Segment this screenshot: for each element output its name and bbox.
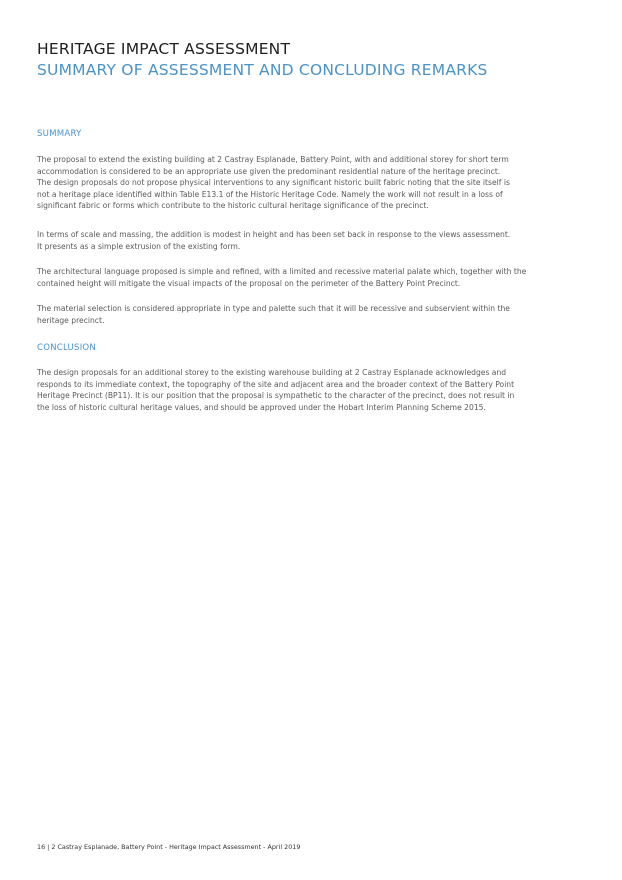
text-line: the loss of historic cultural heritage values, and should be approved under the Hobart Interim Planning Scheme 2015. (37, 402, 486, 412)
text-line: It presents as a simple extrusion of the existing form. (37, 241, 241, 251)
summary-paragraph (37, 303, 523, 326)
text-line: The proposal to extend the existing building at 2 Castray Esplanade, Battery Point, with and additional storey for short term (37, 155, 509, 164)
conclusion-heading: CONCLUSION (37, 343, 97, 353)
text-line: In terms of scale and massing, the addition is modest in height and has been set back in response to the views assessment. (37, 230, 511, 239)
summary-paragraph (37, 266, 527, 289)
text-line: significant fabric or forms which contribute to the historic cultural heritage significance of the precinct. (37, 201, 429, 211)
text-line: The design proposals do not propose physical interventions to any significant historic built fabric noting that the site itself is (37, 178, 510, 188)
conclusion-paragraph (37, 367, 523, 413)
text-line: Heritage Precinct (BP11). It is our position that the proposal is sympathetic to the character of the precinct, does not result in (37, 391, 515, 401)
summary-paragraph (37, 154, 523, 212)
text-line: heritage precinct. (37, 315, 105, 325)
page-title: HERITAGE IMPACT ASSESSMENT (37, 40, 291, 58)
summary-paragraph (37, 229, 523, 252)
page-subtitle: SUMMARY OF ASSESSMENT AND CONCLUDING REMARKS (37, 61, 488, 79)
page-footer: 16 | 2 Castray Esplanade, Battery Point - Heritage Impact Assessment - April 2019 (37, 843, 301, 851)
text-line: The design proposals for an additional storey to the existing warehouse building at 2 Castray Esplanade acknowledges and (37, 368, 507, 377)
text-line: The architectural language proposed is simple and refined, with a limited and recessive material palate which, together with the (37, 267, 527, 276)
text-line: accommodation is considered to be an appropriate use given the predominant residential nature of the heritage precinct. (37, 166, 501, 176)
summary-heading: SUMMARY (37, 129, 82, 139)
text-line: contained height will mitigate the visual impacts of the proposal on the perimeter of the Battery Point Precinct. (37, 278, 461, 288)
text-line: responds to its immediate context, the topography of the site and adjacent area and the broader context of the Battery Point (37, 379, 515, 389)
text-line: not a heritage place identified within Table E13.1 of the Historic Heritage Code. Namely the work will not result in a loss of (37, 189, 503, 199)
text-line: The material selection is considered appropriate in type and palette such that it will be recessive and subservient within the (37, 304, 510, 313)
